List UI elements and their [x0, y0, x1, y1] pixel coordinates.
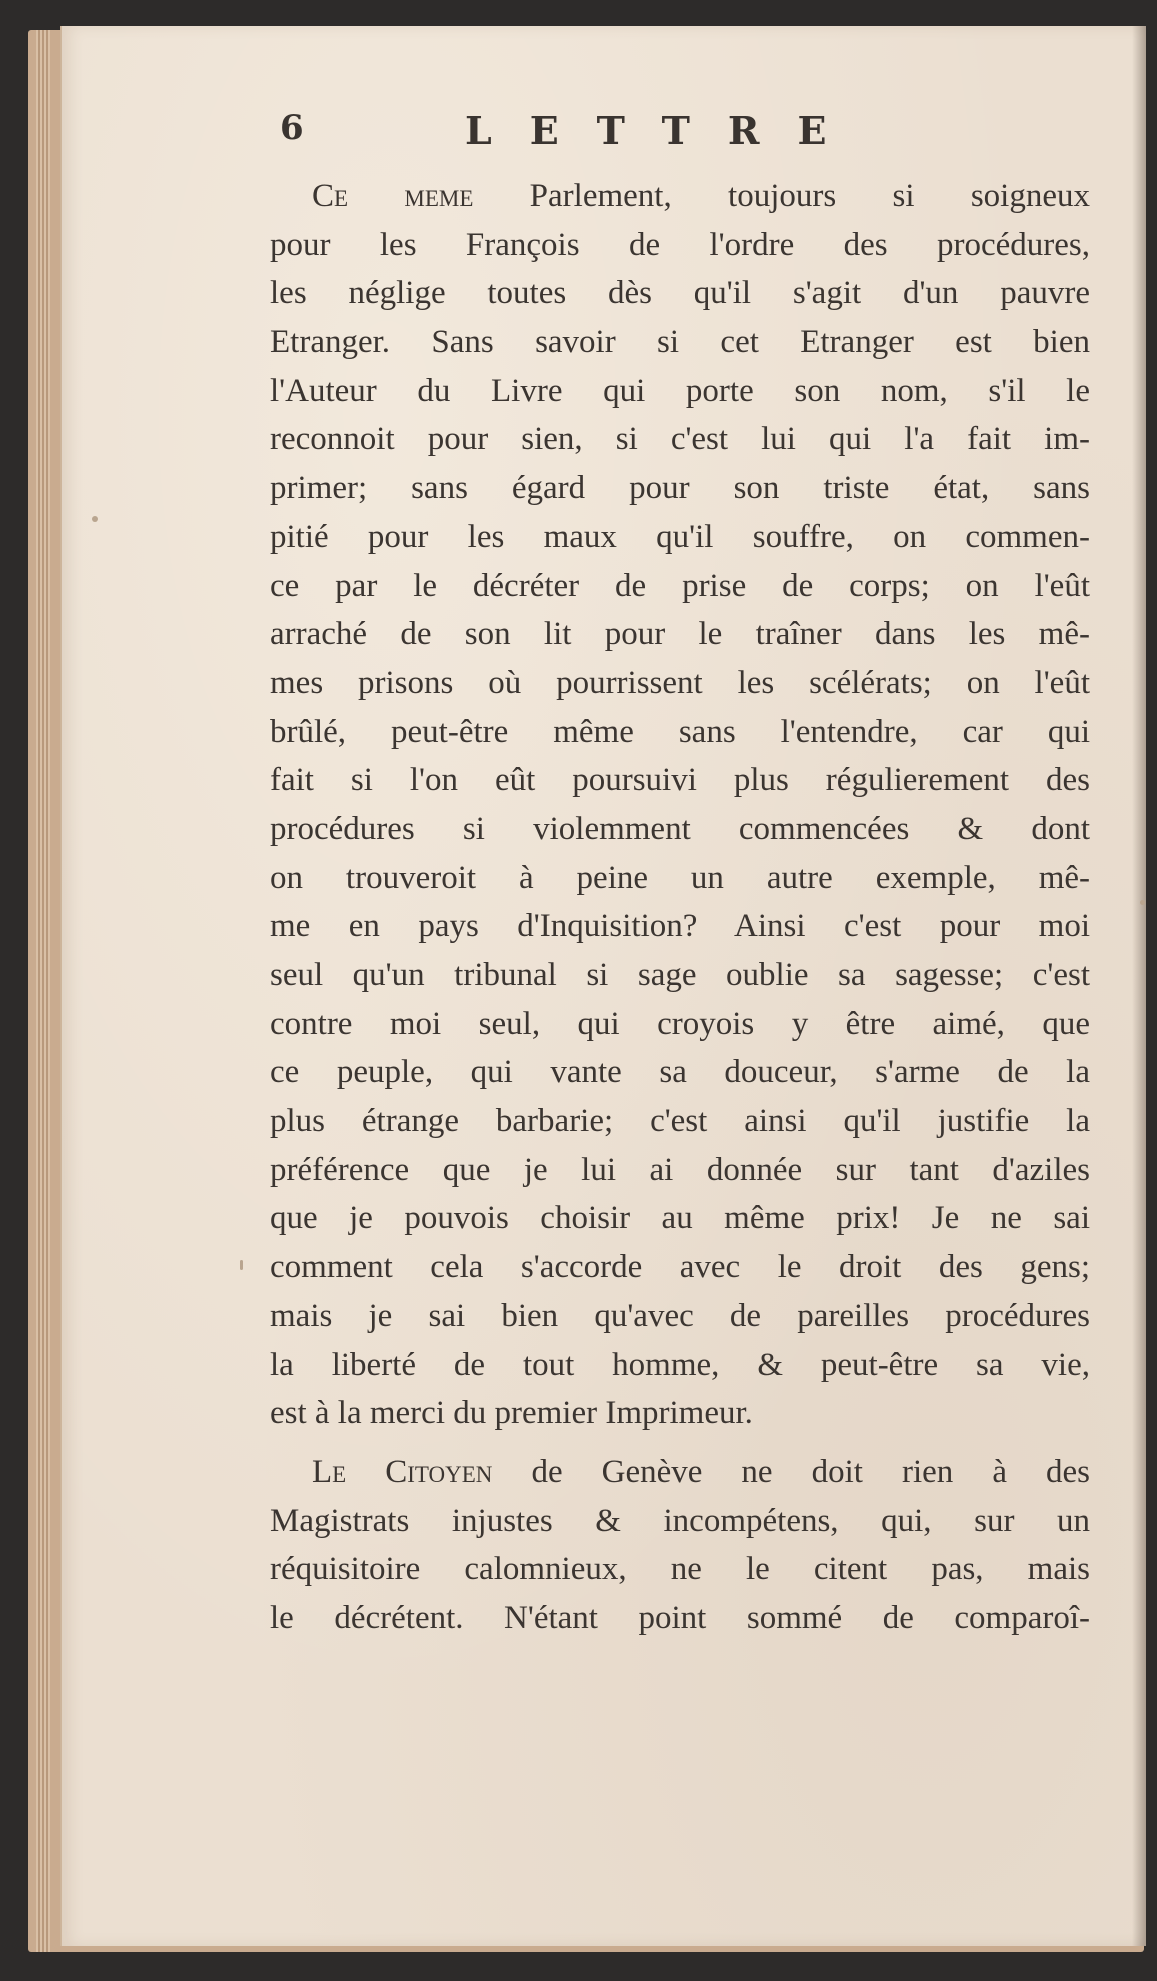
- text-line: primer; sans égard pour son triste état, sans: [270, 470, 1090, 507]
- running-title: LETTRE: [465, 108, 865, 153]
- text-line: les néglige toutes dès qu'il s'agit d'un pauvre: [270, 275, 1090, 312]
- text-line: arraché de son lit pour le traîner dans les mê-: [270, 616, 1090, 653]
- paper-speck: [92, 516, 98, 522]
- text-line: fait si l'on eût poursuivi plus régulierement des: [270, 762, 1090, 799]
- text-line: le décrétent. N'étant point sommé de comparoî-: [270, 1599, 1090, 1636]
- text-line: que je pouvois choisir au même prix! Je ne sai: [270, 1200, 1090, 1237]
- text-line: Etranger. Sans savoir si cet Etranger est bien: [270, 324, 1090, 361]
- text-line: comment cela s'accorde avec le droit des gens;: [270, 1249, 1090, 1286]
- text-line: l'Auteur du Livre qui porte son nom, s'il le: [270, 372, 1090, 409]
- text-line: plus étrange barbarie; c'est ainsi qu'il justifie la: [270, 1103, 1090, 1140]
- body-text: [270, 172, 1090, 1643]
- paper-speck: [240, 1260, 243, 1270]
- text-line: mes prisons où pourrissent les scélérats; on l'eût: [270, 664, 1090, 701]
- small-caps-lead: Le Citoyen: [312, 1453, 493, 1490]
- text-line: est à la merci du premier Imprimeur.: [270, 1395, 753, 1432]
- gutter-shadow: [1132, 26, 1146, 1946]
- text-line: mais je sai bien qu'avec de pareilles procédures: [270, 1297, 1090, 1334]
- text-line: on trouveroit à peine un autre exemple, mê-: [270, 859, 1090, 896]
- text-line: procédures si violemment commencées & dont: [270, 810, 1090, 847]
- text-line: reconnoit pour sien, si c'est lui qui l'a fait im-: [270, 421, 1090, 458]
- text-line: préférence que je lui ai donnée sur tant d'aziles: [270, 1151, 1090, 1188]
- paper-speck: [1140, 900, 1145, 905]
- text-line: Magistrats injustes & incompétens, qui, sur un: [270, 1502, 1090, 1539]
- text-line: pour les François de l'ordre des procédures,: [270, 226, 1090, 263]
- text-line: contre moi seul, qui croyois y être aimé, que: [270, 1005, 1090, 1042]
- text-line: Ce meme Parlement, toujours si soigneux: [312, 178, 1090, 214]
- text-line: ce peuple, qui vante sa douceur, s'arme de la: [270, 1054, 1090, 1091]
- running-head: [280, 108, 960, 154]
- text-line: me en pays d'Inquisition? Ainsi c'est pour moi: [270, 908, 1090, 945]
- page-number: 6: [280, 108, 304, 148]
- small-caps-lead: Ce meme: [312, 178, 474, 214]
- text-line: brûlé, peut-être même sans l'entendre, car qui: [270, 713, 1090, 750]
- text-line: la liberté de tout homme, & peut-être sa vie,: [270, 1346, 1090, 1383]
- text-line: réquisitoire calomnieux, ne le citent pas, mais: [270, 1551, 1090, 1588]
- text-line: Le Citoyen de Genève ne doit rien à des: [312, 1453, 1090, 1490]
- text-line: pitié pour les maux qu'il souffre, on commen-: [270, 518, 1090, 555]
- text-line: ce par le décréter de prise de corps; on l'eût: [270, 567, 1090, 604]
- text-line: seul qu'un tribunal si sage oublie sa sagesse; c'est: [270, 957, 1090, 993]
